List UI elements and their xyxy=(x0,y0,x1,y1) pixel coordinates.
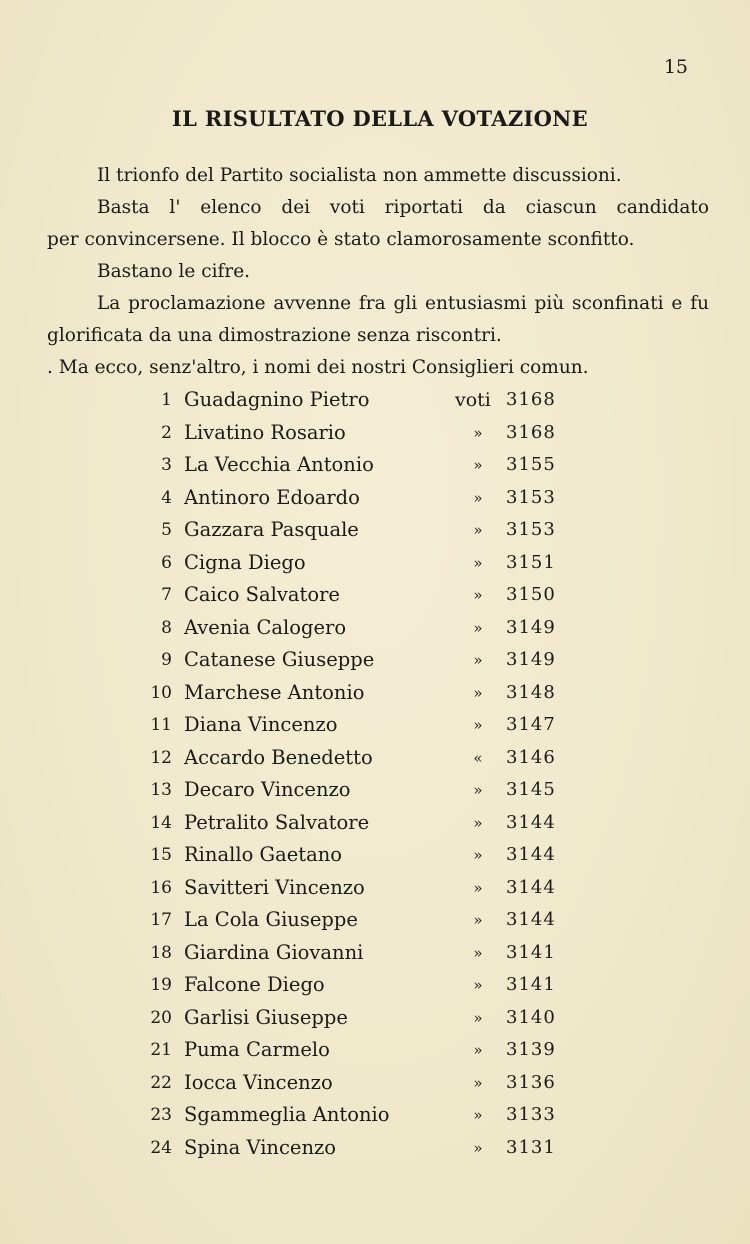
candidate-name: Rinallo Gaetano xyxy=(184,843,343,866)
candidate-number: 4 xyxy=(161,487,172,508)
ditto-mark: » xyxy=(473,943,483,962)
candidate-row xyxy=(0,417,750,449)
candidate-row xyxy=(0,384,750,416)
candidate-votes: 3153 xyxy=(506,486,556,508)
candidate-number: 8 xyxy=(161,617,172,638)
candidate-row xyxy=(0,742,750,774)
candidate-name: La Vecchia Antonio xyxy=(184,453,374,476)
candidate-row xyxy=(0,1034,750,1066)
candidate-name: Iocca Vincenzo xyxy=(184,1070,333,1094)
candidate-number: 22 xyxy=(150,1072,172,1093)
candidate-row xyxy=(0,612,750,644)
ditto-mark: » xyxy=(473,1106,483,1124)
candidate-name: Avenia Calogero xyxy=(184,615,347,639)
ditto-mark: » xyxy=(473,1041,483,1059)
paragraph-1: Il trionfo del Partito socialista non ammette discussioni. xyxy=(97,165,622,186)
candidate-votes: 3144 xyxy=(506,876,556,898)
candidate-number: 11 xyxy=(150,715,172,735)
candidate-number: 13 xyxy=(150,780,172,800)
candidate-number: 5 xyxy=(161,520,172,540)
candidate-votes: 3168 xyxy=(506,421,556,443)
ditto-mark: » xyxy=(473,716,483,734)
candidate-row xyxy=(0,579,750,611)
candidate-row xyxy=(0,449,750,481)
candidate-number: 14 xyxy=(150,812,172,833)
ditto-mark: « xyxy=(473,748,483,767)
candidate-name: Marchese Antonio xyxy=(184,680,365,704)
ditto-mark: » xyxy=(473,586,483,604)
candidate-votes: 3149 xyxy=(506,649,556,670)
ditto-mark: » xyxy=(473,651,483,669)
candidate-votes: 3155 xyxy=(506,454,556,475)
candidate-votes: 3147 xyxy=(506,714,556,735)
candidate-votes: 3150 xyxy=(506,584,556,605)
candidate-number: 19 xyxy=(150,975,172,995)
candidate-number: 9 xyxy=(161,650,172,670)
paragraph-2-continued: per convincersene. Il blocco è stato clamorosamente sconfitto. xyxy=(47,229,635,250)
candidate-votes: 3146 xyxy=(506,746,556,768)
candidate-number: 1 xyxy=(161,390,172,410)
candidate-name: Caico Salvatore xyxy=(184,583,340,606)
candidate-number: 6 xyxy=(161,552,172,573)
candidate-votes: 3145 xyxy=(506,779,556,800)
candidate-votes: 3140 xyxy=(506,1006,556,1028)
candidate-name: Accardo Benedetto xyxy=(184,745,373,769)
candidate-row xyxy=(0,904,750,936)
candidate-name: Gazzara Pasquale xyxy=(184,518,359,541)
ditto-mark: » xyxy=(473,683,483,702)
ditto-mark: » xyxy=(473,911,483,929)
candidate-name: Petralito Salvatore xyxy=(184,810,370,834)
candidate-name: Cigna Diego xyxy=(184,550,306,574)
candidate-number: 2 xyxy=(161,422,172,443)
candidate-row xyxy=(0,677,750,709)
section-title: IL RISULTATO DELLA VOTAZIONE xyxy=(172,106,588,131)
ditto-mark: » xyxy=(473,488,483,507)
candidate-row xyxy=(0,839,750,871)
candidate-name: Guadagnino Pietro xyxy=(184,388,370,411)
candidate-name: Spina Vincenzo xyxy=(184,1135,337,1159)
candidate-votes: 3151 xyxy=(506,551,556,573)
candidate-number: 16 xyxy=(150,877,172,898)
candidate-votes: 3144 xyxy=(506,844,556,865)
candidate-votes: 3144 xyxy=(506,909,556,930)
ditto-mark: » xyxy=(473,553,483,572)
candidate-name: Garlisi Giuseppe xyxy=(184,1005,348,1029)
candidate-votes: 3139 xyxy=(506,1039,556,1060)
candidate-row xyxy=(0,547,750,579)
paragraph-4: La proclamazione avvenne fra gli entusiasmi più sconfinati e fu glorificata da una dimostrazione senza riscontri. xyxy=(47,293,709,346)
candidate-number: 17 xyxy=(150,910,172,930)
candidate-name: Catanese Giuseppe xyxy=(184,648,375,671)
page-number: 15 xyxy=(663,56,688,78)
candidate-row xyxy=(0,1002,750,1034)
candidate-row xyxy=(0,937,750,969)
ditto-mark: » xyxy=(473,1138,483,1157)
paragraph-5: . Ma ecco, senz'altro, i nomi dei nostri Consiglieri comun. xyxy=(47,357,589,378)
candidate-name: Decaro Vincenzo xyxy=(184,778,351,801)
candidate-name: Falcone Diego xyxy=(184,973,325,996)
candidate-votes: 3144 xyxy=(506,811,556,833)
candidate-row xyxy=(0,1132,750,1164)
candidate-number: 21 xyxy=(150,1040,172,1060)
candidate-row xyxy=(0,1099,750,1131)
candidate-row xyxy=(0,774,750,806)
ditto-mark: » xyxy=(473,521,483,539)
ditto-mark: » xyxy=(473,781,483,799)
candidate-number: 23 xyxy=(150,1105,172,1125)
candidate-number: 7 xyxy=(161,585,172,605)
ditto-mark: » xyxy=(473,846,483,864)
candidate-votes: 3131 xyxy=(506,1136,556,1158)
candidate-votes: 3141 xyxy=(506,941,556,963)
ditto-mark: » xyxy=(473,976,483,994)
candidate-number: 10 xyxy=(150,682,172,703)
candidate-name: Puma Carmelo xyxy=(184,1038,330,1061)
votes-label: voti xyxy=(455,389,491,411)
ditto-mark: » xyxy=(473,1008,483,1027)
ditto-mark: » xyxy=(473,878,483,897)
paragraph-3: Bastano le cifre. xyxy=(97,261,251,282)
candidate-name: Giardina Giovanni xyxy=(184,940,364,964)
candidate-number: 12 xyxy=(150,747,172,768)
candidate-number: 20 xyxy=(150,1007,172,1028)
candidate-votes: 3133 xyxy=(506,1104,556,1125)
ditto-mark: » xyxy=(473,1073,483,1092)
candidate-number: 3 xyxy=(161,455,172,475)
candidate-row xyxy=(0,807,750,839)
ditto-mark: » xyxy=(473,456,483,474)
candidate-votes: 3148 xyxy=(506,681,556,703)
candidate-votes: 3153 xyxy=(506,519,556,540)
ditto-mark: » xyxy=(473,423,483,442)
candidate-name: La Cola Giuseppe xyxy=(184,908,358,931)
paragraph-2: Basta l' elenco dei voti riportati da ciascun candidato xyxy=(97,197,709,218)
candidate-row xyxy=(0,482,750,514)
candidate-row xyxy=(0,872,750,904)
candidate-name: Diana Vincenzo xyxy=(184,713,338,736)
candidate-name: Livatino Rosario xyxy=(184,420,346,444)
candidate-row xyxy=(0,709,750,741)
candidate-name: Savitteri Vincenzo xyxy=(184,875,365,899)
candidate-row xyxy=(0,969,750,1001)
candidate-name: Antinoro Edoardo xyxy=(184,485,360,509)
ditto-mark: » xyxy=(473,813,483,832)
candidate-row xyxy=(0,1067,750,1099)
candidate-number: 24 xyxy=(150,1137,172,1158)
candidate-votes: 3168 xyxy=(506,389,556,410)
candidate-votes: 3149 xyxy=(506,616,556,638)
candidate-number: 15 xyxy=(150,845,172,865)
candidate-number: 18 xyxy=(150,942,172,963)
ditto-mark: » xyxy=(473,618,483,637)
candidate-name: Sgammeglia Antonio xyxy=(184,1103,390,1126)
candidate-row xyxy=(0,644,750,676)
candidate-votes: 3136 xyxy=(506,1071,556,1093)
candidate-row xyxy=(0,514,750,546)
candidate-votes: 3141 xyxy=(506,974,556,995)
